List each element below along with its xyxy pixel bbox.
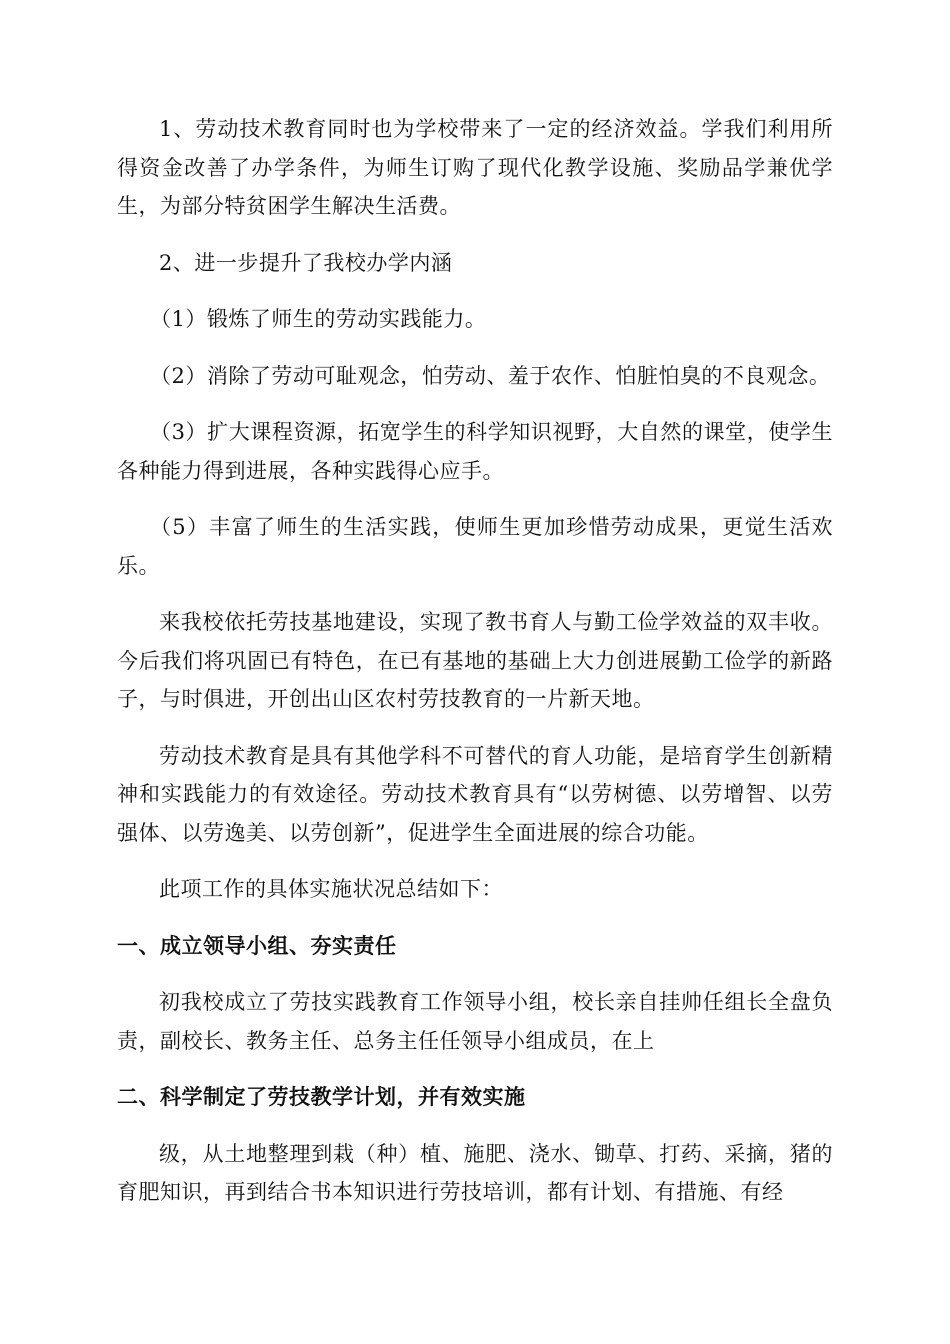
paragraph-gap [117, 339, 833, 357]
paragraph-gap [117, 1060, 833, 1078]
list-item-3: （3）扩大课程资源，拓宽学生的科学知识视野，大自然的课堂，使学生各种能力得到进展，各种实践得心应手。 [117, 420, 833, 483]
list-item-2: （2）消除了劳动可耻观念，怕劳动、羞于农作、怕脏怕臭的不良观念。 [150, 363, 831, 388]
paragraph-gap [117, 719, 833, 737]
paragraph-gap [117, 1117, 833, 1135]
paragraph-future-plan: 来我校依托劳技基地建设，实现了教书育人与勤工俭学效益的双丰收。今后我们将巩固已有特色，在已有基地的基础上大力创进展勤工俭学的新路子，与时俱进，开创出山区农村劳技教育的一片新天地。 [117, 610, 833, 711]
list-item-5: （5）丰富了师生的生活实践，使师生更加珍惜劳动成果，更觉生活欢乐。 [117, 515, 833, 578]
paragraph-gap [117, 965, 833, 983]
paragraph-gap [117, 226, 833, 244]
paragraph-gap [117, 490, 833, 508]
paragraph-labor-education-function: 劳动技术教育是具有其他学科不可替代的育人功能，是培育学生创新精神和实践能力的有效途径。劳动技术教育具有“以劳树德、以劳增智、以劳强体、以劳逸美、以劳创新”，促进学生全面进展的综合功能。 [117, 743, 833, 845]
paragraph-gap [117, 395, 833, 413]
paragraph-gap [117, 282, 833, 300]
paragraph-gap [117, 852, 833, 870]
paragraph-gap [117, 909, 833, 927]
paragraph-improve-connotation: 2、进一步提升了我校办学内涵 [159, 250, 453, 275]
paragraph-teaching-plan: 级，从土地整理到栽（种）植、施肥、浇水、锄草、打药、采摘，猪的育肥知识，再到结合书本知识进行劳技培训，都有计划、有措施、有经 [117, 1141, 833, 1204]
paragraph-gap [117, 585, 833, 603]
list-item-1: （1）锻炼了师生的劳动实践能力。 [150, 307, 487, 331]
paragraph-economic-benefit: 1、劳动技术教育同时也为学校带来了一定的经济效益。学我们利用所得资金改善了办学条件，为师生订购了现代化教学设施、奖励品学兼优学生，为部分特贫困学生解决生活费。 [117, 117, 833, 218]
paragraph-summary-intro: 此项工作的具体实施状况总结如下： [159, 877, 503, 901]
paragraph-leadership-group: 初我校成立了劳技实践教育工作领导小组，校长亲自挂帅任组长全盘负责，副校长、教务主任、总务主任任领导小组成员，在上 [117, 990, 833, 1053]
document-page [117, 110, 833, 1212]
section-heading-1: 一、成立领导小组、夯实责任 [117, 933, 397, 958]
section-heading-2: 二、科学制定了劳技教学计划，并有效实施 [117, 1085, 526, 1109]
